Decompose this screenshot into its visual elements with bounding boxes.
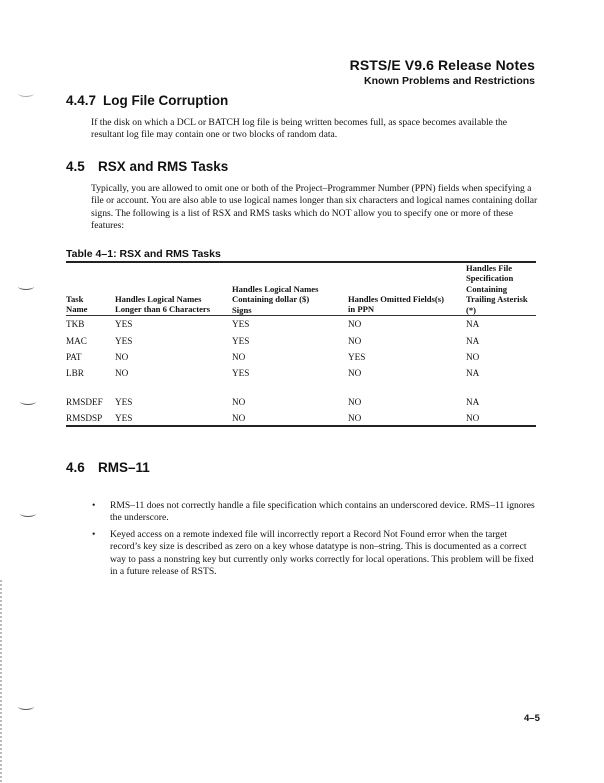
table-cell: NO	[348, 397, 362, 407]
table-column-header: Handles Logical Names Longer than 6 Characters	[115, 294, 211, 315]
table-cell: NO	[466, 352, 480, 362]
table-cell: YES	[115, 336, 133, 346]
section-paragraph: Typically, you are allowed to omit one or both of the Project–Programmer Number (PPN) fields when specifying a file or account. You are also able to use logical names longer than six characters and logical names containing dollar signs. The following is a list of RSX and RMS tasks which do NOT allow you to specify one or more of these features:	[91, 183, 538, 232]
table-cell-task-name: MAC	[66, 336, 87, 346]
table-cell: NO	[348, 319, 362, 329]
table-cell: NA	[466, 368, 480, 378]
section-number: 4.6	[66, 460, 85, 475]
table-cell-task-name: RMSDEF	[66, 397, 103, 407]
table-cell: YES	[232, 319, 250, 329]
table-cell: YES	[232, 336, 250, 346]
table-cell: YES	[115, 413, 133, 423]
table-cell-task-name: LBR	[66, 368, 84, 378]
table-cell-task-name: RMSDSP	[66, 413, 103, 423]
section-heading-4-6	[66, 460, 150, 475]
margin-mark	[18, 90, 34, 97]
section-paragraph: If the disk on which a DCL or BATCH log file is being written becomes full, as space becomes available the resultant log file may contain one or two blocks of random data.	[91, 117, 508, 141]
section-number: 4.5	[66, 159, 85, 174]
bullet-item: Keyed access on a remote indexed file will incorrectly report a Record Not Found error when the target record’s key size is described as zero on a key whose datatype is non–string. This is documented as a correct way to pass a nonstring key but currently only works correctly for local operations. This problem will be fixed in a future release of RSTS.	[110, 529, 534, 578]
table-cell: YES	[348, 352, 366, 362]
table-cell: NO	[348, 413, 362, 423]
section-heading-4-4-7	[66, 93, 228, 108]
table-column-header: Handles Omitted Fields(s) in PPN	[348, 294, 444, 315]
bullet-item: RMS–11 does not correctly handle a file specification which contains an underscored device. RMS–11 ignores the underscore.	[110, 500, 535, 524]
section-heading-4-5	[66, 159, 228, 174]
table-cell: NO	[232, 413, 246, 423]
table-cell: YES	[115, 319, 133, 329]
section-title: Log File Corruption	[103, 93, 229, 108]
table-cell-task-name: PAT	[66, 352, 82, 362]
table-column-header: Handles File Specification Containing Trailing Asterisk (*)	[466, 263, 528, 315]
section-title: RMS–11	[98, 460, 150, 475]
bullet-icon: •	[92, 529, 96, 540]
table-bottom-rule	[66, 425, 536, 427]
table-cell: NO	[232, 397, 246, 407]
table-cell: NO	[232, 352, 246, 362]
table-cell: NA	[466, 336, 480, 346]
table-cell: NA	[466, 319, 480, 329]
bullet-icon: •	[92, 500, 96, 511]
table-cell: NO	[115, 368, 129, 378]
table-cell-task-name: TKB	[66, 319, 85, 329]
page-number: 4–5	[524, 713, 540, 724]
running-header-title: RSTS/E V9.6 Release Notes	[349, 57, 535, 73]
table-column-header: Task Name	[66, 294, 88, 315]
table-column-header: Handles Logical Names Containing dollar ($) Signs	[232, 284, 319, 315]
section-number: 4.4.7	[66, 93, 97, 108]
margin-mark	[20, 510, 36, 517]
section-title: RSX and RMS Tasks	[98, 159, 229, 174]
table-cell: YES	[115, 397, 133, 407]
running-header-subtitle: Known Problems and Restrictions	[364, 75, 535, 87]
table-cell: NO	[348, 336, 362, 346]
margin-mark	[18, 703, 34, 710]
table-cell: YES	[232, 368, 250, 378]
table-caption: Table 4–1: RSX and RMS Tasks	[66, 248, 221, 260]
margin-mark	[20, 398, 36, 405]
table-cell: NA	[466, 397, 480, 407]
table-header-rule	[66, 315, 536, 316]
table-cell: NO	[115, 352, 129, 362]
table-cell: NO	[466, 413, 480, 423]
margin-mark	[18, 283, 34, 290]
table-cell: NO	[348, 368, 362, 378]
scan-edge	[0, 580, 2, 783]
